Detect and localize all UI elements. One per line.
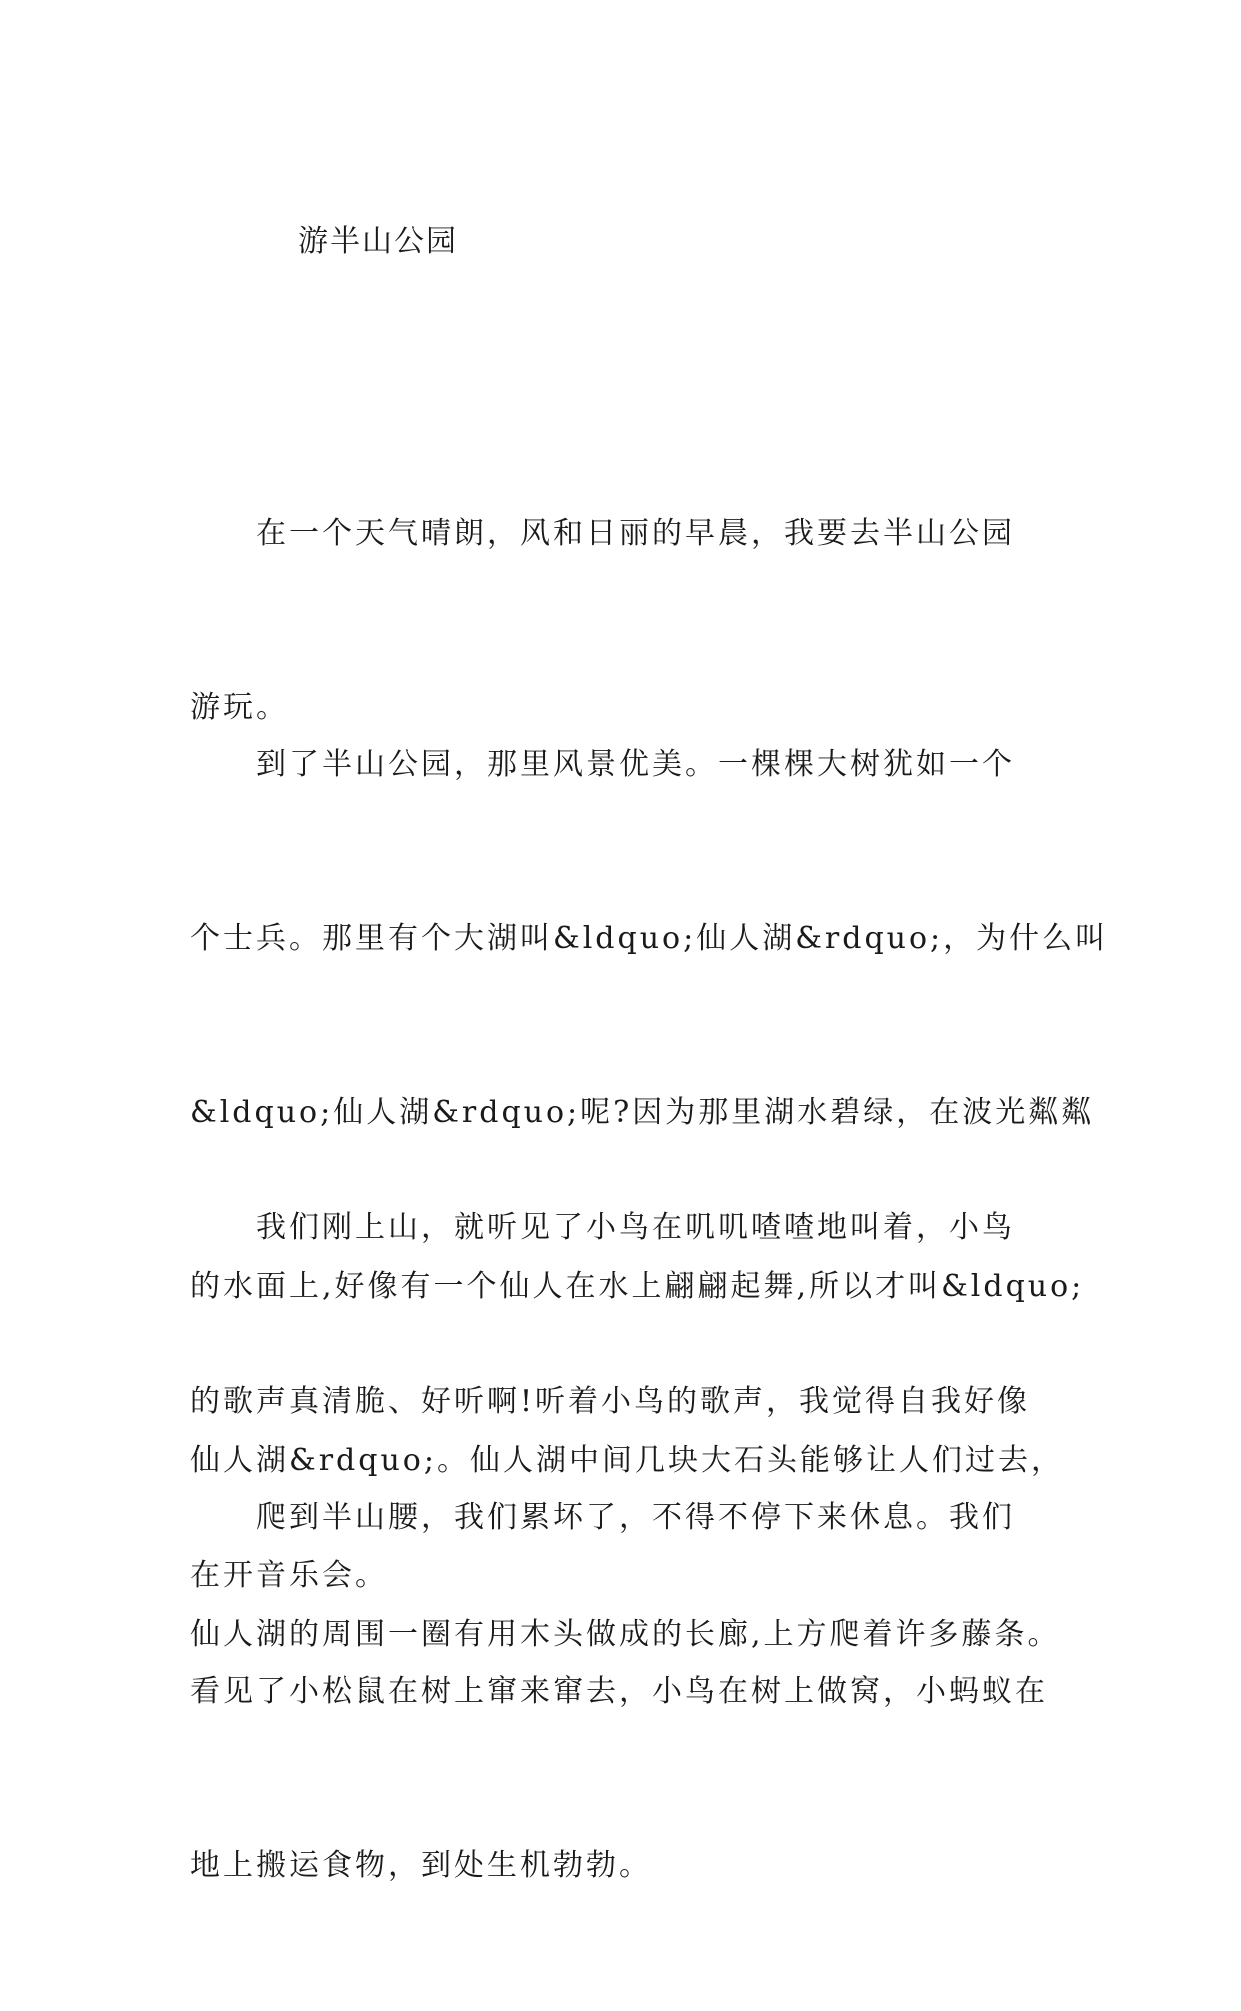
- paragraph-line: 仙人湖&rdquo;。仙人湖中间几块大石头能够让人们过去，: [190, 1443, 1064, 1478]
- paragraph-line: &ldquo;仙人湖&rdquo;呢?因为那里湖水碧绿，在波光粼粼: [190, 1095, 1095, 1130]
- paragraph-line: 的水面上,好像有一个仙人在水上翩翩起舞,所以才叫&ldquo;: [190, 1269, 1085, 1304]
- paragraph-line: 爬到半山腰，我们累坏了，不得不停下来休息。我们: [190, 1500, 1015, 1535]
- paragraph-4: [190, 1373, 1064, 2011]
- paragraph-line: 地上搬运食物，到处生机勃勃。: [190, 1848, 652, 1883]
- paragraph-line: 游玩。: [190, 690, 289, 725]
- paragraph-line: 我们刚上山，就听见了小鸟在叽叽喳喳地叫着，小鸟: [190, 1210, 1015, 1245]
- paragraph-line: 的歌声真清脆、好听啊!听着小鸟的歌声，我觉得自我好像: [190, 1384, 1031, 1419]
- paragraph-line: 在一个天气晴朗，风和日丽的早晨，我要去半山公园: [190, 516, 1015, 551]
- paragraph-line: 到了半山公园，那里风景优美。一棵棵大树犹如一个: [190, 747, 1015, 782]
- paragraph-line: 在开音乐会。: [190, 1558, 388, 1593]
- paragraph-line: 个士兵。那里有个大湖叫&ldquo;仙人湖&rdquo;，为什么叫: [190, 921, 1109, 956]
- paragraph-line: 仙人湖的周围一圈有用木头做成的长廊,上方爬着许多藤条。: [190, 1617, 1061, 1652]
- document-title: 游半山公园: [298, 224, 458, 259]
- paragraph-line: 看见了小松鼠在树上窜来窜去，小鸟在树上做窝，小蚂蚁在: [190, 1674, 1048, 1709]
